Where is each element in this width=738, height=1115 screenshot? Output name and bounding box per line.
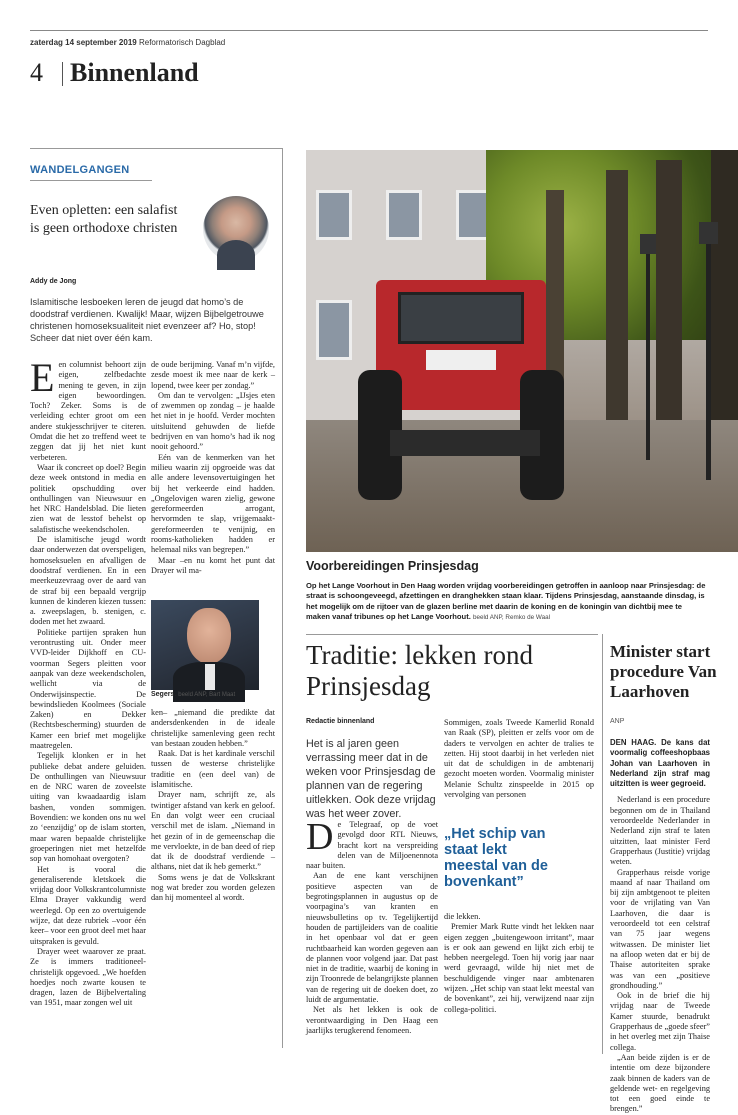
segers-photo	[151, 600, 259, 690]
paragraph: Aan de ene kant verschijnen positieve aspecten van de begrotingsplannen in augustus op de voorpagina’s van kranten en nieuwsbulletins op tv. Tegelijkertijd houden de partijleiders van de coalitie in het openbaar vol dat er geen ruchtbaarheid kan worden gegeven aan de plannen voor volgend jaar. Dat past niet in de traditie, waarbij de koning in zijn Troonrede de belangrijkste plannen van de regering uit de doeken doet, zo luidt de argumentatie.	[306, 871, 438, 1005]
section-title: Binnenland	[70, 58, 199, 87]
paragraph: en columnist behoort zijn eigen, zelfbedachte mening te geven, in zijn eigen bewoordingen. Toch? Zeker. Soms is de verleiding echter groot om een andere stukjesschrijver te citeren. Omdat die het zo treffend weet te zeggen dat jij het niet kunt verbeteren.	[30, 360, 146, 462]
article1-col1	[306, 816, 438, 1060]
column-dropcap: E	[30, 355, 55, 400]
paragraph: Nederland is een procedure begonnen om de in Thailand veroordeelde Nederlander in Nederland zijn straf te laten uitzitten, laat minister Ferd Grapperhaus (Justitie) vrijdag weten.	[610, 795, 710, 867]
article1-col2-bottom	[444, 912, 594, 1062]
column-text-col1	[30, 355, 146, 1050]
column-label: WANDELGANGEN	[30, 164, 130, 176]
article2-body	[610, 738, 710, 1114]
paragraph: e Telegraaf, op de voet gevolgd door RTL Nieuws, bracht kort na verspreiding delen van de Miljoenennota naar buiten.	[306, 820, 438, 871]
article-divider	[602, 634, 603, 1054]
page-number: 4	[30, 58, 43, 87]
paragraph: Ook in de brief die hij vrijdag naar de Tweede Kamer stuurde, benadrukt Grapperhaus de „goede sfeer” in het overleg met zijn Thaise collega.	[610, 991, 710, 1052]
segers-caption	[151, 691, 235, 698]
article1-col2-top	[444, 718, 594, 814]
column-right-rule	[282, 148, 283, 1048]
masthead-divider	[62, 62, 63, 86]
paragraph: Waar ik concreet op doel? Begin deze week ontstond in media en politiek opschudding over onthullingen van Nieuwsuur en het NRC Handelsblad. Die lieten zien wat de lesstof behelst op salafistische weekendscholen.	[30, 462, 146, 534]
paragraph: Soms wens je dat de Volkskrant nog wat breder zou worden gelezen dan hij momenteel al wordt.	[151, 872, 275, 903]
paragraph: De islamitische jeugd wordt daar onderwezen dat overspeligen, homoseksuelen en afvalligen de doodstraf verdienen. En in een meerkeuzevraag over de aard van de straf bij een bepaald vergrijp kunnen de kinderen kiezen tussen: a. zweepslagen, b. stenigen, c. doden met het zwaard.	[30, 535, 146, 627]
article2-lead: DEN HAAG. De kans dat voormalig coffeeshopbaas Johan van Laarhoven in Nederland zijn straf mag uitzitten is weer gegroeid.	[610, 738, 710, 789]
paragraph: Drayer nam, schrijft ze, als twintiger afstand van kerk en geloof. En dan volgt weer een cruciaal verschil met de islam. „Niemand in het gezin of in de gemeenschap die me vervloekte, in de ban deed of riep dat ik de doodstraf verdiende – althans, niet dat ik heb gemerkt.”	[151, 790, 275, 872]
paragraph: Raak. Dat is het kardinale verschil tussen de westerse christelijke traditie en (een deel van) de islamitische.	[151, 749, 275, 790]
paragraph: Om dan te vervolgen: „IJsjes eten of zwemmen op zondag – je haalde het niet in je hoofd. Verder mochten uitsluitend gehuwden de liefde bedrijven en van homo’s had ik nog nooit gehoord.”	[151, 390, 275, 452]
photo-caption	[306, 581, 708, 624]
paragraph: Maar –en nu komt het punt dat Drayer wil ma-	[151, 555, 275, 575]
photo-title: Voorbereidingen Prinsjesdag	[306, 559, 479, 573]
article1-title: Traditie: lekken rond Prinsjesdag	[306, 640, 533, 701]
masthead-paper: Reformatorisch Dagblad	[138, 38, 226, 47]
column-title: Even opletten: een salafist is geen orthodoxe christen	[30, 203, 178, 236]
article1-intro: Het is al jaren geen verrassing meer dat in de weken voor Prinsjesdag de plannen van de regering uitlekken. Ook deze vrijdag was het weer zover.	[306, 738, 436, 820]
column-top-rule	[30, 148, 283, 149]
paragraph: ken– „niemand die predikte dat andersdenkenden in de ideale christelijke samenleving geen recht van bestaan zouden hebben.”	[151, 708, 275, 748]
paragraph: Sommigen, zoals Tweede Kamerlid Ronald van Raak (SP), pleitten er zelfs voor om de daders te vervolgen en achter de tralies te zetten. Hij stoot daarbij in het verleden niet uit dat de schuldigen in de ambtenarij gezocht moeten worden. Voormalig minister Melanie Schultz zinspeelde in 2015 op vervolging van personen	[444, 718, 594, 800]
segers-caption-credit: beeld ANP, Bart Maat	[178, 692, 236, 698]
paragraph: die lekken.	[444, 912, 481, 921]
top-rule	[30, 30, 708, 31]
paragraph: Drayer weet waarover ze praat. Ze is immers traditioneel-christelijk opgevoed. „We hoefden hoedjes noch zwarte kousen te dragen, lazen de Bijbelvertaling van 1951, maar zongen wel uit	[30, 946, 146, 1008]
article1-byline: Redactie binnenland	[306, 718, 375, 725]
paragraph: Tegelijk klonken er in het publieke debat andere geluiden. De onthullingen van Nieuwsuur en de NRC waren de zoveelste uiting van kwaadaardig islam bashen, vonden sommigen. Bovendien: we konden ons nu wel zo ‘eenzijdig’ op de islam storten, maar waren bepaalde christelijke groeperingen niet met hetzelfde sop van homohaat overgoten?	[30, 751, 146, 864]
column-text-col2-bottom	[151, 708, 275, 988]
photo-caption-text: Op het Lange Voorhout in Den Haag worden vrijdag voorbereidingen getroffen in aanloop naar Prinsjesdag: de straat is schoongeveegd, afzettingen en dranghekken staan klaar. Tijdens Prinsjesdag, aanstaande dinsdag, is het mogelijk om de rijtoer van de glazen berline met daarin de koning en de koningin van dichtbij mee te maken vanaf tribunes op het Lange Voorhout.	[306, 581, 706, 622]
paragraph: Net als het lekken is ook de verontwaardiging in Den Haag een jaarlijks terugkerend fenomeen.	[306, 1005, 438, 1035]
photo-credit: beeld ANP, Remko de Waal	[472, 614, 550, 622]
column-author: Addy de Jong	[30, 278, 77, 285]
paragraph: Politieke partijen spraken hun verontrusting uit. Onder meer VVD-leider Dijkhoff en CU-voorman Segers pleitten voor aanpak van deze weekendscholen, wellicht via de Onderwijsinspectie. De bewindslieden Koolmees (Sociale Zaken) en Dekker (Rechtsbescherming) stuurden de Kamer een brief met mogelijke maatregelen.	[30, 627, 146, 750]
column-text-col2-top	[151, 360, 275, 598]
paragraph: Eén van de kenmerken van het milieu waarin zij opgroeide was dat alle andere levensovertuigingen het bij het verkeerde eind hadden. „Ongelovigen waren zielig, gewone gereformeerden arrogant, hervormden te slap, vrijgemaakt-gereformeerden te venijnig, en rooms-katholieken hadden er helemaal niks van begrepen.”	[151, 452, 275, 555]
article1-dropcap: D	[306, 816, 334, 858]
paragraph: de oude berijming. Vanaf m’n vijfde, zesde moest ik mee naar de kerk – lopend, twee keer per zondag.”	[151, 360, 275, 390]
prinsjesdag-photo	[306, 150, 738, 552]
article2-byline: ANP	[610, 718, 625, 725]
column-label-rule	[30, 180, 152, 181]
paragraph: Grapperhaus reisde vorige maand af naar Thailand om bij zijn ambtgenoot te pleiten voor de vrijlating van Van Laarhoven, die daar is veroordeeld tot een celstraf van 75 jaar wegens witwassen. De minister liet na afloop weten dat er bij de Thaise autoriteiten sprake was van een „positieve grondhouding.”	[610, 867, 710, 990]
article2-title: Minister start procedure Van Laarhoven	[610, 642, 717, 701]
article1-pull-quote: „Het schip van staat lekt meestal van de bovenkant”	[444, 826, 548, 890]
paragraph: Het is vooral die generaliserende kletskoek die vrijdag door Volkskrantcolumniste Elma Drayer vakkundig werd weerlegd. Op een zo overtuigende wijze, dat deze rubriek –voor één keer– voor een groot deel met haar uitspraken is gevuld.	[30, 864, 146, 946]
column-intro: Islamitische lesboeken leren de jeugd dat homo’s de doodstraf verdienen. Kwalijk! Maar, wijzen Bijbelgetrouwe christenen homoseksualiteit niet evenzeer af? Ho, stop! Scheer dat niet over één kam.	[30, 297, 264, 343]
segers-caption-name: Segers.	[151, 691, 177, 698]
paragraph: „Aan beide zijden is er de intentie om deze bijzondere zaak binnen de kaders van de geldende wet- en regelgeving tot een goed einde te brengen.”	[610, 1052, 710, 1114]
author-avatar	[203, 196, 269, 262]
article1-top-rule	[306, 634, 598, 635]
masthead-date: zaterdag 14 september 2019	[30, 38, 137, 47]
paragraph: Premier Mark Rutte vindt het lekken naar eigen zeggen „buitengewoon irritant”, maar is er ook aan gewend en lijkt zich erbij te hebben neergelegd. Toen hij vorig jaar naar werd gevraagd, wilde hij niet met de beschuldigende vinger naar ambtenaren wijzen. „Het schip van staat lekt meestal van de bovenkant”, zei hij, verwijzend naar zijn collega-politici.	[444, 922, 594, 1014]
masthead-line	[30, 38, 225, 47]
